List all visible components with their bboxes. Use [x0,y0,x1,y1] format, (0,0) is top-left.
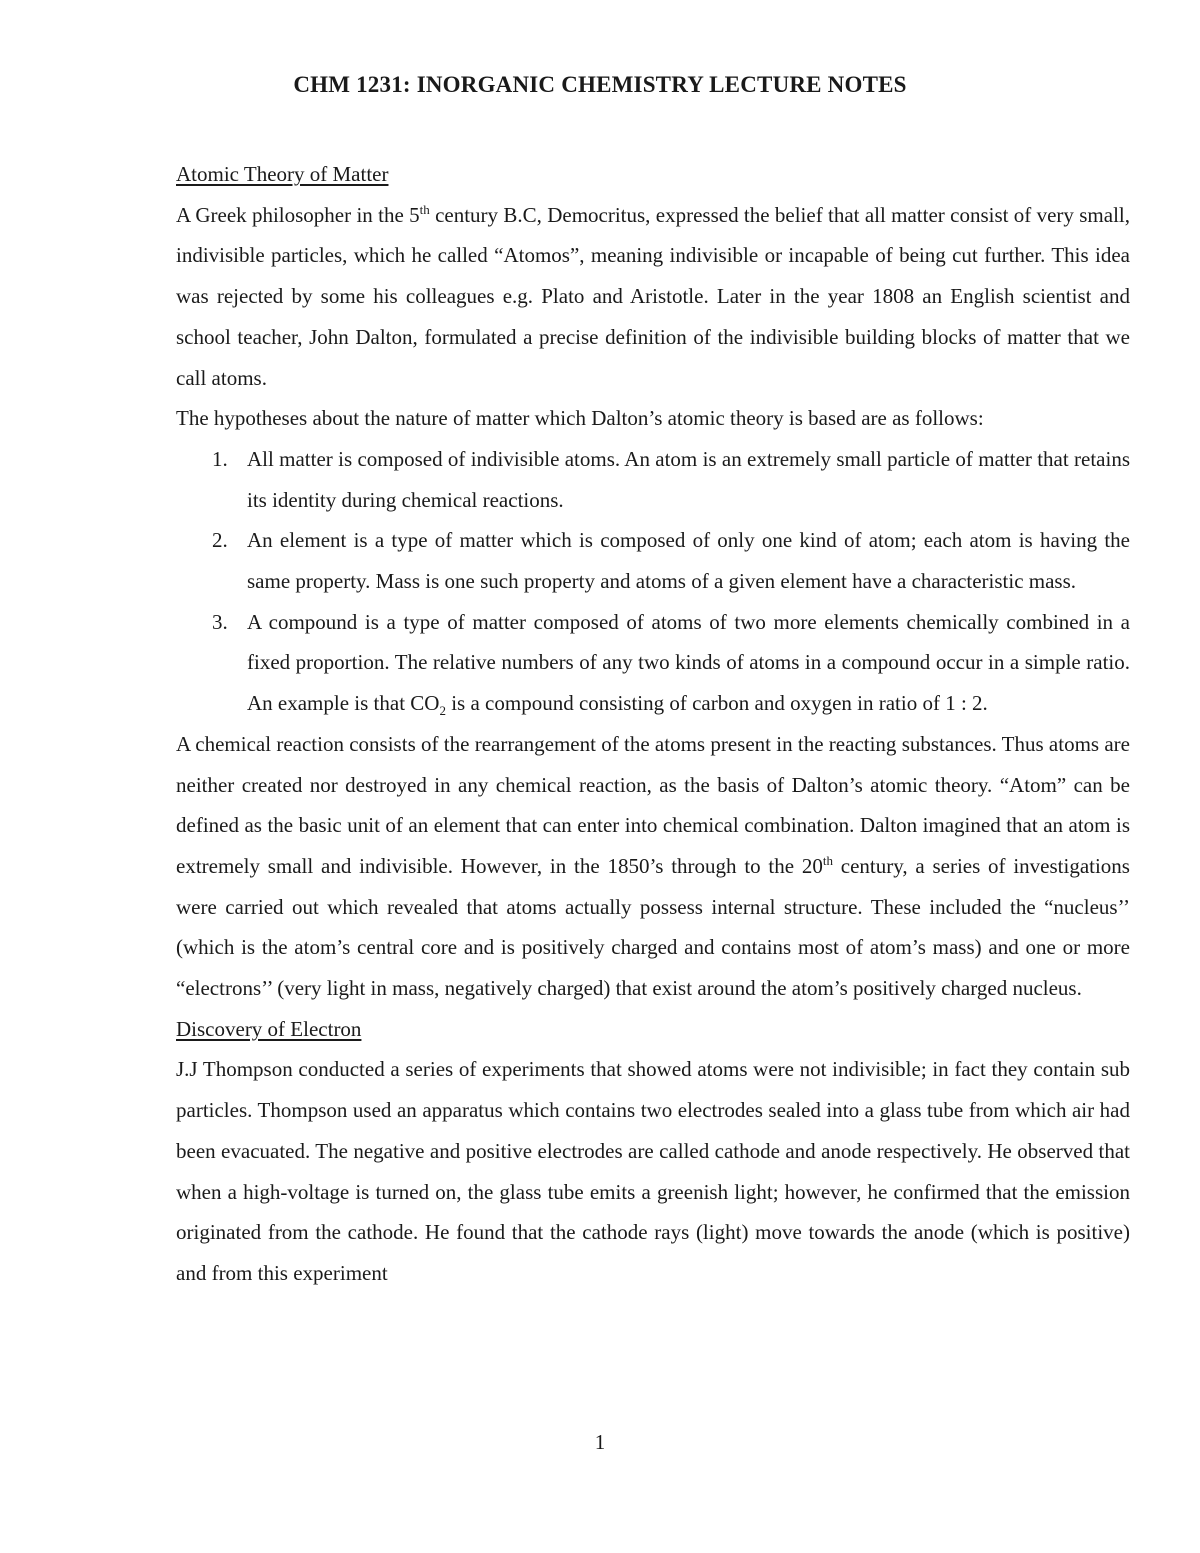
subscript: 2 [439,703,446,719]
list-item-number: 3. [212,609,228,634]
paragraph-text: A chemical reaction consists of the rearrangement of the atoms present in the reacting substances. Thus atoms are neither created nor destroyed in any chemical reaction, as the basis of Dalton’s atomic theory. “Atom” can be defined as the basic unit of an element that can enter into chemical combination. Dalton imagined that an atom is extremely small and indivisible. However, in the 1850’s through to the 20 [176,731,1130,878]
hypotheses-list [176,439,1130,724]
superscript: th [419,201,430,217]
paragraph-democritus [176,195,1130,399]
paragraph-thompson: J.J Thompson conducted a series of experiments that showed atoms were not indivisible; in fact they contain sub particles. Thompson used an apparatus which contains two electrodes sealed into a glass tube from which air had been evacuated. The negative and positive electrodes are called cathode and anode respectively. He observed that when a high-voltage is turned on, the glass tube emits a greenish light; however, he confirmed that the emission originated from the cathode. He found that the cathode rays (light) move towards the anode (which is positive) and from this experiment [176,1057,1130,1285]
list-item-number: 1. [212,446,228,471]
section-heading-atomic-theory: Atomic Theory of Matter [176,162,389,186]
document-title: CHM 1231: INORGANIC CHEMISTRY LECTURE NOTES [293,72,907,97]
paragraph-hypotheses-intro: The hypotheses about the nature of matter which Dalton’s atomic theory is based are as follows: [176,406,984,431]
list-item [212,439,1130,520]
superscript: th [822,852,833,868]
paragraph-text: century, a series of investigations were carried out which revealed that atoms actually possess internal structure. These included the “nucleus’’ (which is the atom’s central core and is positively charged and contains most of atom’s mass) and one or more “electrons’’ (very light in mass, negatively charged) that exist around the atom’s positively charged nucleus. [176,853,1130,1001]
paragraph-text: century B.C, Democritus, expressed the belief that all matter consist of very small, indivisible particles, which he called “Atomos”, meaning indivisible or incapable of being cut further. This idea was rejected by some his colleagues e.g. Plato and Aristotle. Later in the year 1808 an English scientist and school teacher, John Dalton, formulated a precise definition of the indivisible building blocks of matter that we call atoms. [176,202,1130,390]
paragraph-text: A Greek philosopher in the 5 [176,202,420,227]
list-item-text: A compound is a type of matter composed of atoms of two more elements chemically combined in a fixed proportion. The relative numbers of any two kinds of atoms in a compound occur in a simple ratio. An example is that CO [247,609,1130,716]
list-item [212,602,1130,724]
list-item-text: All matter is composed of indivisible atoms. An atom is an extremely small particle of matter that retains its identity during chemical reactions. [247,446,1130,512]
list-item [212,520,1130,601]
list-item-number: 2. [212,528,228,553]
list-item-text: An element is a type of matter which is composed of only one kind of atom; each atom is having the same property. Mass is one such property and atoms of a given element have a characteristic mass. [247,528,1130,594]
section-heading-discovery-of-electron: Discovery of Electron [176,1016,362,1041]
paragraph-chemical-reaction [176,724,1130,1009]
list-item-text: is a compound consisting of carbon and oxygen in ratio of 1 : 2. [445,691,988,716]
page-number: 1 [594,1430,606,1454]
